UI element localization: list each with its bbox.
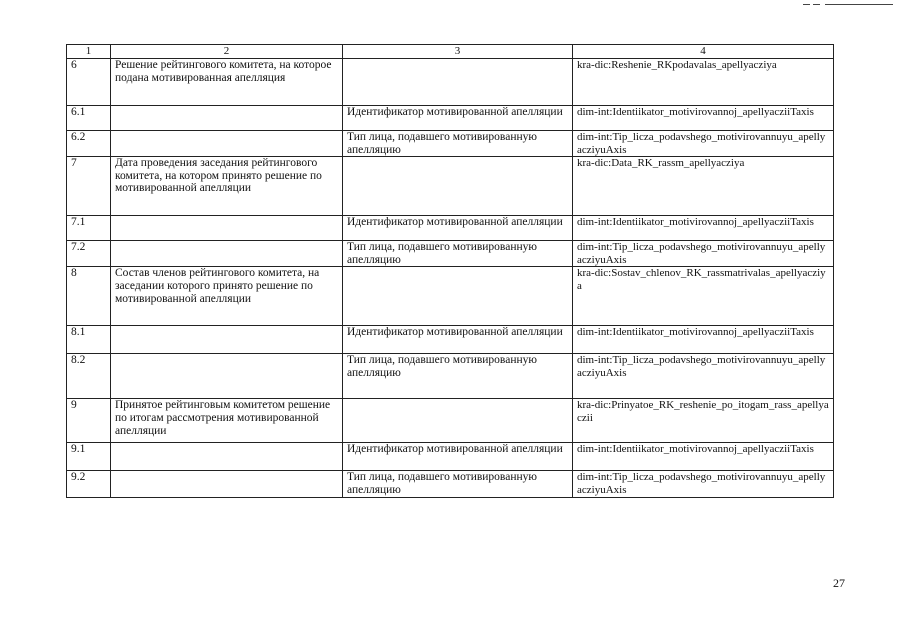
row-code: kra-dic:Reshenie_RKpodavalas_apellyacziya [573,59,834,106]
row-name: Дата проведения заседания рейтингового комитета, на котором принято решение по мотивированной апелляции [111,157,343,216]
table-row [67,399,834,443]
row-dimension: Тип лица, подавшего мотивированную апелляцию [343,131,573,157]
row-dimension: Тип лица, подавшего мотивированную апелляцию [343,354,573,399]
row-number: 9.2 [67,471,111,497]
row-name [111,326,343,354]
row-number: 8.2 [67,354,111,399]
row-code: dim-int:Identiikator_motivirovannoj_apellyacziiTaxis [573,106,834,131]
row-code: dim-int:Tip_licza_podavshego_motivirovannuyu_apellyacziyuAxis [573,241,834,267]
page-number: 27 [833,576,845,590]
table-row [67,216,834,241]
row-code: dim-int:Identiikator_motivirovannoj_apellyacziiTaxis [573,443,834,471]
row-name [111,471,343,497]
table-row [67,106,834,131]
row-code: dim-int:Tip_licza_podavshego_motivirovannuyu_apellyacziyuAxis [573,471,834,497]
column-header: 3 [343,45,573,59]
table-row [67,241,834,267]
row-number: 9 [67,399,111,443]
row-code: dim-int:Tip_licza_podavshego_motivirovannuyu_apellyacziyuAxis [573,131,834,157]
column-header: 1 [67,45,111,59]
row-dimension: Тип лица, подавшего мотивированную апелляцию [343,471,573,497]
row-number: 7.1 [67,216,111,241]
table-body [67,59,834,498]
row-code: dim-int:Tip_licza_podavshego_motivirovannuyu_apellyacziyuAxis [573,354,834,399]
table-row [67,131,834,157]
row-code: kra-dic:Prinyatoe_RK_reshenie_po_itogam_rass_apellyaczii [573,399,834,443]
row-number: 7 [67,157,111,216]
row-dimension [343,59,573,106]
row-code: kra-dic:Data_RK_rassm_apellyacziya [573,157,834,216]
table-row [67,443,834,471]
table-row [67,354,834,399]
row-dimension: Идентификатор мотивированной апелляции [343,443,573,471]
row-dimension [343,267,573,326]
row-number: 6.2 [67,131,111,157]
row-code: kra-dic:Sostav_chlenov_RK_rassmatrivalas_apellyacziya [573,267,834,326]
row-dimension: Тип лица, подавшего мотивированную апелляцию [343,241,573,267]
row-number: 8 [67,267,111,326]
row-number: 8.1 [67,326,111,354]
row-code: dim-int:Identiikator_motivirovannoj_apellyacziiTaxis [573,326,834,354]
row-code: dim-int:Identiikator_motivirovannoj_apellyacziiTaxis [573,216,834,241]
row-number: 7.2 [67,241,111,267]
row-name: Решение рейтингового комитета, на которое подана мотивированная апелляция [111,59,343,106]
row-name [111,443,343,471]
row-name: Состав членов рейтингового комитета, на заседании которого принято решение по мотивированной апелляции [111,267,343,326]
table-row [67,471,834,497]
row-dimension: Идентификатор мотивированной апелляции [343,106,573,131]
table-row [67,267,834,326]
table-row [67,326,834,354]
row-name [111,354,343,399]
register-table [66,44,834,498]
row-dimension: Идентификатор мотивированной апелляции [343,216,573,241]
table-header-row [67,45,834,59]
row-name [111,216,343,241]
row-dimension [343,399,573,443]
column-header: 4 [573,45,834,59]
row-name [111,241,343,267]
row-number: 9.1 [67,443,111,471]
row-dimension [343,157,573,216]
row-dimension: Идентификатор мотивированной апелляции [343,326,573,354]
scan-artifact-marks [803,4,893,8]
row-name [111,106,343,131]
column-header: 2 [111,45,343,59]
row-number: 6 [67,59,111,106]
table-row [67,157,834,216]
row-number: 6.1 [67,106,111,131]
table-row [67,59,834,106]
row-name: Принятое рейтинговым комитетом решение по итогам рассмотрения мотивированной апелляции [111,399,343,443]
row-name [111,131,343,157]
